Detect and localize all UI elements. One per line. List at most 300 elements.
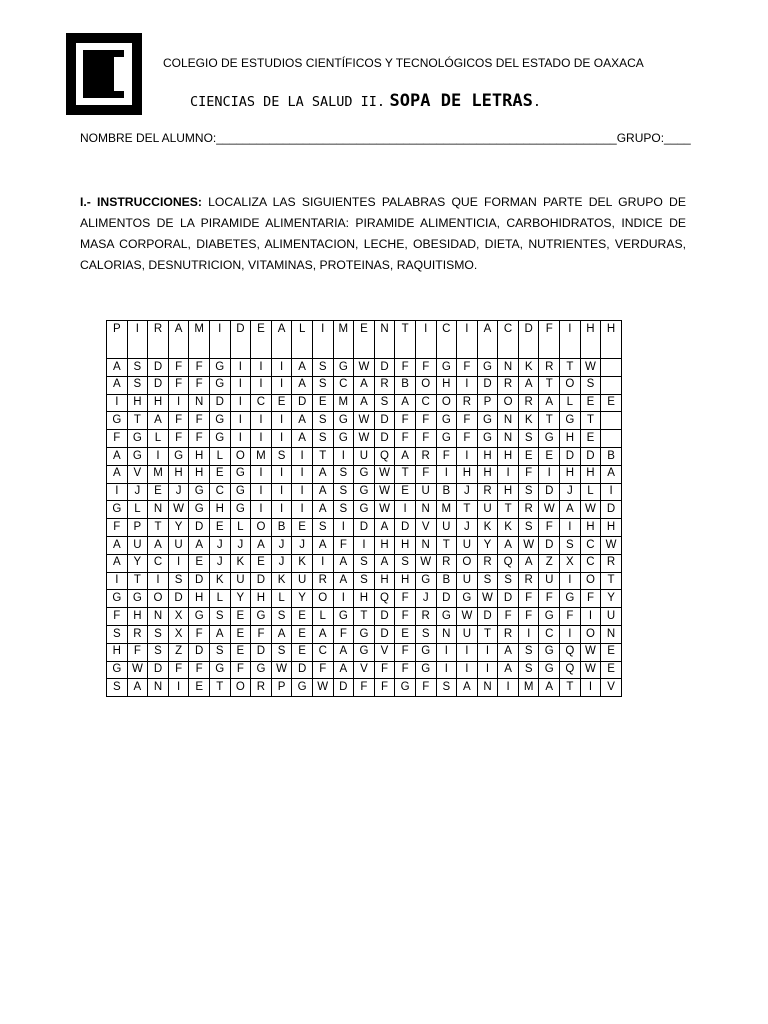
grid-cell[interactable]: L <box>127 501 148 519</box>
grid-cell[interactable]: J <box>230 536 251 554</box>
grid-cell[interactable]: R <box>477 554 498 572</box>
grid-cell[interactable]: D <box>374 412 395 430</box>
grid-cell[interactable]: A <box>271 625 292 643</box>
grid-cell[interactable]: S <box>271 447 292 465</box>
grid-cell[interactable]: V <box>354 661 375 679</box>
grid-cell[interactable]: D <box>148 661 169 679</box>
grid-cell[interactable]: G <box>209 376 230 394</box>
grid-cell[interactable]: L <box>209 447 230 465</box>
grid-cell[interactable]: U <box>477 501 498 519</box>
grid-cell[interactable]: I <box>209 321 230 359</box>
grid-cell[interactable]: G <box>230 465 251 483</box>
grid-cell[interactable]: E <box>601 661 622 679</box>
grid-cell[interactable]: S <box>518 430 539 448</box>
grid-cell[interactable]: I <box>560 321 581 359</box>
grid-cell[interactable]: A <box>312 536 333 554</box>
grid-cell[interactable]: H <box>560 430 581 448</box>
grid-cell[interactable]: K <box>292 554 313 572</box>
grid-cell[interactable]: A <box>292 430 313 448</box>
grid-cell[interactable]: F <box>107 608 128 626</box>
grid-cell[interactable]: H <box>189 590 210 608</box>
grid-cell[interactable]: G <box>539 608 560 626</box>
grid-cell[interactable]: D <box>189 572 210 590</box>
grid-cell[interactable]: G <box>354 465 375 483</box>
grid-cell[interactable]: I <box>457 321 478 359</box>
grid-cell[interactable]: F <box>107 430 128 448</box>
grid-cell[interactable]: L <box>292 321 313 359</box>
grid-cell[interactable]: C <box>209 483 230 501</box>
grid-cell[interactable]: G <box>415 643 436 661</box>
grid-cell[interactable]: F <box>333 625 354 643</box>
grid-cell[interactable]: H <box>601 519 622 537</box>
grid-cell[interactable]: R <box>415 608 436 626</box>
grid-cell[interactable]: T <box>560 359 581 377</box>
grid-cell[interactable]: U <box>436 519 457 537</box>
grid-cell[interactable]: O <box>436 394 457 412</box>
grid-cell[interactable]: H <box>436 376 457 394</box>
grid-cell[interactable]: M <box>333 321 354 359</box>
grid-cell[interactable]: A <box>312 483 333 501</box>
grid-cell[interactable]: Q <box>374 590 395 608</box>
grid-cell[interactable]: S <box>209 608 230 626</box>
grid-cell[interactable]: E <box>539 447 560 465</box>
grid-cell[interactable]: D <box>209 394 230 412</box>
grid-cell[interactable]: R <box>477 483 498 501</box>
grid-cell[interactable]: I <box>415 321 436 359</box>
grid-cell[interactable]: I <box>127 321 148 359</box>
grid-cell[interactable]: S <box>312 519 333 537</box>
grid-cell[interactable]: B <box>601 447 622 465</box>
grid-cell[interactable]: G <box>333 359 354 377</box>
grid-cell[interactable] <box>601 376 622 394</box>
grid-cell[interactable]: S <box>498 572 519 590</box>
grid-cell[interactable]: U <box>539 572 560 590</box>
grid-cell[interactable]: F <box>168 359 189 377</box>
grid-cell[interactable]: S <box>312 359 333 377</box>
grid-cell[interactable]: D <box>518 321 539 359</box>
grid-cell[interactable]: N <box>601 625 622 643</box>
grid-cell[interactable]: G <box>209 430 230 448</box>
grid-cell[interactable]: S <box>333 501 354 519</box>
grid-cell[interactable]: Y <box>601 590 622 608</box>
grid-cell[interactable]: I <box>333 519 354 537</box>
grid-cell[interactable]: G <box>333 412 354 430</box>
grid-cell[interactable]: J <box>209 554 230 572</box>
grid-cell[interactable]: G <box>436 430 457 448</box>
grid-cell[interactable]: R <box>148 321 169 359</box>
grid-cell[interactable]: L <box>580 483 601 501</box>
grid-cell[interactable]: T <box>354 608 375 626</box>
grid-cell[interactable]: U <box>457 536 478 554</box>
grid-cell[interactable]: Y <box>168 519 189 537</box>
grid-cell[interactable]: F <box>168 412 189 430</box>
grid-cell[interactable]: I <box>333 590 354 608</box>
grid-cell[interactable]: A <box>189 536 210 554</box>
grid-cell[interactable]: V <box>374 643 395 661</box>
grid-cell[interactable]: N <box>148 608 169 626</box>
grid-cell[interactable]: A <box>271 321 292 359</box>
grid-cell[interactable]: F <box>415 465 436 483</box>
grid-cell[interactable]: T <box>498 501 519 519</box>
grid-cell[interactable]: I <box>107 394 128 412</box>
grid-cell[interactable]: H <box>395 536 416 554</box>
grid-cell[interactable]: G <box>107 590 128 608</box>
grid-cell[interactable]: S <box>518 519 539 537</box>
grid-cell[interactable]: S <box>560 536 581 554</box>
grid-cell[interactable]: E <box>209 465 230 483</box>
grid-cell[interactable]: F <box>189 430 210 448</box>
grid-cell[interactable]: D <box>189 519 210 537</box>
grid-cell[interactable]: Q <box>498 554 519 572</box>
grid-cell[interactable]: G <box>560 590 581 608</box>
grid-cell[interactable]: P <box>107 321 128 359</box>
grid-cell[interactable]: F <box>127 643 148 661</box>
grid-cell[interactable]: E <box>292 643 313 661</box>
grid-cell[interactable]: J <box>209 536 230 554</box>
grid-cell[interactable]: S <box>168 572 189 590</box>
grid-cell[interactable]: I <box>477 661 498 679</box>
grid-cell[interactable]: C <box>415 394 436 412</box>
grid-cell[interactable]: H <box>601 321 622 359</box>
grid-cell[interactable]: W <box>539 501 560 519</box>
grid-cell[interactable]: O <box>580 625 601 643</box>
grid-cell[interactable]: L <box>312 608 333 626</box>
grid-cell[interactable]: S <box>436 679 457 697</box>
grid-cell[interactable]: S <box>127 376 148 394</box>
grid-cell[interactable]: G <box>560 412 581 430</box>
grid-cell[interactable]: I <box>230 430 251 448</box>
grid-cell[interactable]: G <box>415 572 436 590</box>
grid-cell[interactable]: O <box>230 447 251 465</box>
grid-cell[interactable]: C <box>148 554 169 572</box>
grid-cell[interactable]: F <box>168 376 189 394</box>
grid-cell[interactable]: E <box>251 554 272 572</box>
grid-cell[interactable]: I <box>271 359 292 377</box>
grid-cell[interactable]: R <box>251 679 272 697</box>
grid-cell[interactable]: F <box>415 430 436 448</box>
grid-cell[interactable]: I <box>477 643 498 661</box>
grid-cell[interactable]: J <box>560 483 581 501</box>
grid-cell[interactable]: G <box>354 643 375 661</box>
grid-cell[interactable]: F <box>580 590 601 608</box>
grid-cell[interactable]: T <box>127 572 148 590</box>
grid-cell[interactable]: S <box>271 608 292 626</box>
grid-cell[interactable]: N <box>498 359 519 377</box>
grid-cell[interactable]: A <box>312 465 333 483</box>
grid-cell[interactable]: I <box>251 412 272 430</box>
grid-cell[interactable]: S <box>354 572 375 590</box>
grid-cell[interactable]: T <box>477 625 498 643</box>
grid-cell[interactable]: T <box>209 679 230 697</box>
grid-cell[interactable]: R <box>457 394 478 412</box>
grid-cell[interactable]: S <box>518 661 539 679</box>
grid-cell[interactable]: E <box>580 394 601 412</box>
grid-cell[interactable]: F <box>189 376 210 394</box>
grid-cell[interactable]: F <box>457 412 478 430</box>
grid-cell[interactable]: I <box>271 376 292 394</box>
grid-cell[interactable]: I <box>251 501 272 519</box>
grid-cell[interactable]: Z <box>168 643 189 661</box>
grid-cell[interactable]: O <box>560 376 581 394</box>
grid-cell[interactable]: A <box>374 519 395 537</box>
grid-cell[interactable]: I <box>230 394 251 412</box>
grid-cell[interactable]: S <box>395 554 416 572</box>
grid-cell[interactable]: T <box>601 572 622 590</box>
grid-cell[interactable]: A <box>354 394 375 412</box>
grid-cell[interactable]: D <box>539 483 560 501</box>
grid-cell[interactable]: M <box>436 501 457 519</box>
grid-cell[interactable]: T <box>457 501 478 519</box>
grid-cell[interactable]: U <box>127 536 148 554</box>
grid-cell[interactable]: J <box>168 483 189 501</box>
grid-cell[interactable]: H <box>251 590 272 608</box>
grid-cell[interactable]: E <box>148 483 169 501</box>
grid-cell[interactable]: T <box>127 412 148 430</box>
grid-cell[interactable]: G <box>333 430 354 448</box>
grid-cell[interactable]: H <box>374 572 395 590</box>
grid-cell[interactable]: W <box>374 465 395 483</box>
grid-cell[interactable]: O <box>148 590 169 608</box>
grid-cell[interactable]: W <box>601 536 622 554</box>
grid-cell[interactable]: O <box>312 590 333 608</box>
grid-cell[interactable]: G <box>292 679 313 697</box>
grid-cell[interactable]: I <box>333 447 354 465</box>
grid-cell[interactable]: L <box>209 590 230 608</box>
grid-cell[interactable]: A <box>107 465 128 483</box>
grid-cell[interactable]: R <box>312 572 333 590</box>
grid-cell[interactable]: I <box>251 376 272 394</box>
grid-cell[interactable]: I <box>107 483 128 501</box>
grid-cell[interactable]: I <box>292 501 313 519</box>
grid-cell[interactable]: D <box>374 625 395 643</box>
grid-cell[interactable]: F <box>498 608 519 626</box>
grid-cell[interactable]: Y <box>127 554 148 572</box>
grid-cell[interactable]: A <box>333 661 354 679</box>
grid-cell[interactable]: F <box>457 430 478 448</box>
grid-cell[interactable]: H <box>580 465 601 483</box>
grid-cell[interactable]: S <box>271 643 292 661</box>
grid-cell[interactable]: V <box>415 519 436 537</box>
grid-cell[interactable]: A <box>292 359 313 377</box>
grid-cell[interactable]: E <box>292 519 313 537</box>
grid-cell[interactable]: O <box>415 376 436 394</box>
grid-cell[interactable]: A <box>498 643 519 661</box>
grid-cell[interactable]: S <box>127 359 148 377</box>
grid-cell[interactable]: G <box>395 679 416 697</box>
grid-cell[interactable]: E <box>292 608 313 626</box>
grid-cell[interactable]: G <box>251 608 272 626</box>
grid-cell[interactable]: G <box>107 501 128 519</box>
grid-cell[interactable]: P <box>127 519 148 537</box>
grid-cell[interactable]: S <box>518 643 539 661</box>
grid-cell[interactable]: C <box>251 394 272 412</box>
grid-cell[interactable]: A <box>251 536 272 554</box>
grid-cell[interactable]: W <box>457 608 478 626</box>
grid-cell[interactable]: B <box>271 519 292 537</box>
grid-cell[interactable]: S <box>415 625 436 643</box>
grid-cell[interactable]: W <box>580 359 601 377</box>
grid-cell[interactable]: H <box>498 483 519 501</box>
grid-cell[interactable]: I <box>539 465 560 483</box>
grid-cell[interactable]: S <box>354 554 375 572</box>
grid-cell[interactable]: A <box>374 554 395 572</box>
grid-cell[interactable]: I <box>271 501 292 519</box>
grid-cell[interactable]: U <box>230 572 251 590</box>
grid-cell[interactable]: E <box>601 643 622 661</box>
grid-cell[interactable]: F <box>415 412 436 430</box>
grid-cell[interactable]: I <box>271 465 292 483</box>
grid-cell[interactable]: G <box>333 608 354 626</box>
grid-cell[interactable]: H <box>477 447 498 465</box>
grid-cell[interactable]: H <box>168 465 189 483</box>
grid-cell[interactable]: D <box>230 321 251 359</box>
grid-cell[interactable]: H <box>498 447 519 465</box>
grid-cell[interactable]: I <box>230 412 251 430</box>
grid-cell[interactable]: K <box>477 519 498 537</box>
grid-cell[interactable]: X <box>168 625 189 643</box>
grid-cell[interactable]: A <box>312 625 333 643</box>
grid-cell[interactable]: F <box>189 412 210 430</box>
grid-cell[interactable]: J <box>457 483 478 501</box>
grid-cell[interactable]: Y <box>230 590 251 608</box>
grid-cell[interactable]: A <box>395 394 416 412</box>
grid-cell[interactable]: C <box>312 643 333 661</box>
grid-cell[interactable]: I <box>436 465 457 483</box>
grid-cell[interactable]: I <box>518 625 539 643</box>
grid-cell[interactable]: I <box>230 359 251 377</box>
grid-cell[interactable]: F <box>189 661 210 679</box>
grid-cell[interactable]: A <box>395 447 416 465</box>
grid-cell[interactable]: I <box>560 519 581 537</box>
grid-cell[interactable]: I <box>148 447 169 465</box>
grid-cell[interactable]: H <box>148 394 169 412</box>
grid-cell[interactable]: C <box>580 536 601 554</box>
grid-cell[interactable]: I <box>457 447 478 465</box>
grid-cell[interactable]: R <box>436 554 457 572</box>
grid-cell[interactable]: X <box>168 608 189 626</box>
grid-cell[interactable]: W <box>354 359 375 377</box>
grid-cell[interactable]: E <box>251 321 272 359</box>
grid-cell[interactable]: M <box>333 394 354 412</box>
grid-cell[interactable]: E <box>312 394 333 412</box>
grid-cell[interactable]: F <box>230 661 251 679</box>
grid-cell[interactable]: D <box>374 430 395 448</box>
grid-cell[interactable]: A <box>539 394 560 412</box>
grid-cell[interactable]: I <box>312 321 333 359</box>
grid-cell[interactable]: H <box>395 572 416 590</box>
grid-cell[interactable]: D <box>333 679 354 697</box>
grid-cell[interactable]: E <box>395 483 416 501</box>
grid-cell[interactable]: F <box>560 608 581 626</box>
grid-cell[interactable]: M <box>148 465 169 483</box>
grid-cell[interactable]: D <box>477 376 498 394</box>
grid-cell[interactable]: I <box>498 465 519 483</box>
grid-cell[interactable]: W <box>312 679 333 697</box>
grid-cell[interactable]: H <box>560 465 581 483</box>
grid-cell[interactable]: I <box>457 643 478 661</box>
grid-cell[interactable]: T <box>539 412 560 430</box>
grid-cell[interactable]: A <box>292 376 313 394</box>
grid-cell[interactable]: G <box>230 501 251 519</box>
grid-cell[interactable]: P <box>477 394 498 412</box>
grid-cell[interactable]: Q <box>560 661 581 679</box>
grid-cell[interactable]: A <box>539 679 560 697</box>
grid-cell[interactable]: U <box>354 447 375 465</box>
grid-cell[interactable]: U <box>457 572 478 590</box>
grid-cell[interactable]: F <box>539 321 560 359</box>
grid-cell[interactable]: R <box>415 447 436 465</box>
grid-cell[interactable]: L <box>230 519 251 537</box>
grid-cell[interactable]: H <box>127 394 148 412</box>
grid-cell[interactable]: F <box>168 661 189 679</box>
grid-cell[interactable]: D <box>374 359 395 377</box>
grid-cell[interactable]: F <box>415 679 436 697</box>
grid-cell[interactable]: G <box>415 661 436 679</box>
grid-cell[interactable]: A <box>292 412 313 430</box>
grid-cell[interactable]: G <box>127 430 148 448</box>
grid-cell[interactable]: W <box>271 661 292 679</box>
grid-cell[interactable]: R <box>498 376 519 394</box>
grid-cell[interactable]: M <box>251 447 272 465</box>
grid-cell[interactable]: T <box>148 519 169 537</box>
grid-cell[interactable]: A <box>312 501 333 519</box>
grid-cell[interactable]: T <box>436 536 457 554</box>
name-blank[interactable]: ____________________________________________________________ <box>216 131 617 145</box>
grid-cell[interactable]: A <box>518 376 539 394</box>
grid-cell[interactable]: F <box>518 608 539 626</box>
grid-cell[interactable]: A <box>354 376 375 394</box>
grid-cell[interactable]: D <box>292 661 313 679</box>
grid-cell[interactable]: A <box>148 412 169 430</box>
grid-cell[interactable]: G <box>354 483 375 501</box>
grid-cell[interactable]: H <box>580 321 601 359</box>
grid-cell[interactable]: G <box>539 661 560 679</box>
grid-cell[interactable]: R <box>601 554 622 572</box>
grid-cell[interactable]: I <box>498 679 519 697</box>
grid-cell[interactable]: O <box>580 572 601 590</box>
grid-cell[interactable]: I <box>354 536 375 554</box>
grid-cell[interactable]: D <box>436 590 457 608</box>
grid-cell[interactable]: I <box>292 483 313 501</box>
grid-cell[interactable]: I <box>271 430 292 448</box>
grid-cell[interactable]: I <box>580 679 601 697</box>
grid-cell[interactable]: A <box>457 679 478 697</box>
grid-cell[interactable]: X <box>560 554 581 572</box>
grid-cell[interactable]: K <box>271 572 292 590</box>
grid-cell[interactable]: T <box>539 376 560 394</box>
grid-cell[interactable]: W <box>127 661 148 679</box>
grid-cell[interactable]: E <box>271 394 292 412</box>
grid-cell[interactable]: W <box>580 501 601 519</box>
grid-cell[interactable]: A <box>107 536 128 554</box>
grid-cell[interactable]: E <box>230 608 251 626</box>
grid-cell[interactable]: E <box>230 625 251 643</box>
grid-cell[interactable]: D <box>251 643 272 661</box>
grid-cell[interactable]: G <box>127 590 148 608</box>
grid-cell[interactable]: L <box>271 590 292 608</box>
grid-cell[interactable]: H <box>374 536 395 554</box>
grid-cell[interactable]: A <box>601 465 622 483</box>
grid-cell[interactable]: D <box>395 519 416 537</box>
grid-cell[interactable]: I <box>395 501 416 519</box>
grid-cell[interactable]: A <box>333 643 354 661</box>
grid-cell[interactable]: R <box>374 376 395 394</box>
grid-cell[interactable]: I <box>251 359 272 377</box>
grid-cell[interactable]: S <box>107 625 128 643</box>
grid-cell[interactable]: A <box>518 554 539 572</box>
grid-cell[interactable]: P <box>271 679 292 697</box>
grid-cell[interactable]: Q <box>374 447 395 465</box>
